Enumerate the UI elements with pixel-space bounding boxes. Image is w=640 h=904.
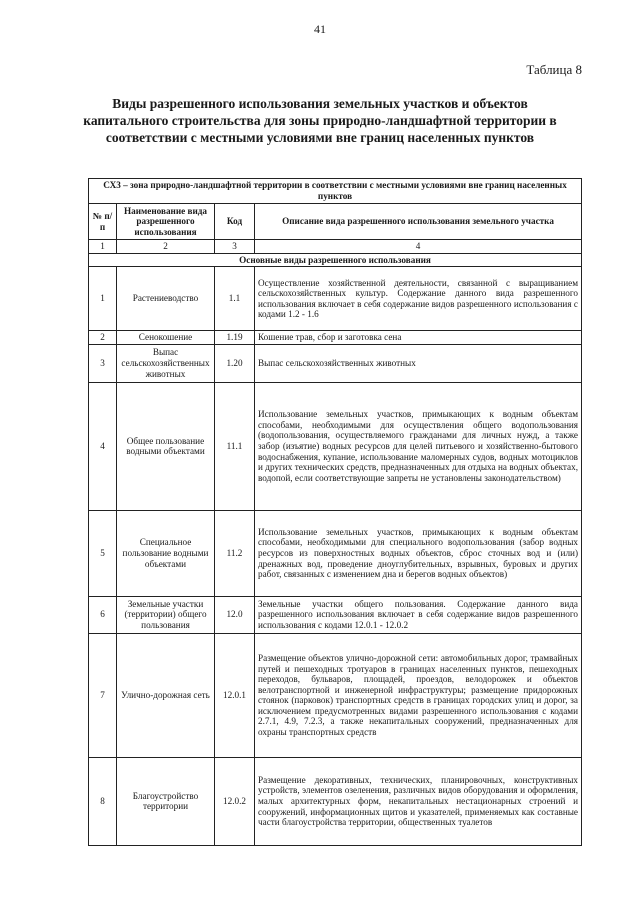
- table-row: [89, 331, 582, 345]
- row-description: Выпас сельскохозяйственных животных: [255, 344, 582, 382]
- row-name: Специальное пользование водными объектами: [117, 510, 215, 596]
- row-num: 4: [89, 382, 117, 510]
- row-description: Размещение объектов улично-дорожной сети: автомобильных дорог, трамвайных путей и пешеходных тротуаров в границах населенных пунктов, пешеходных переходов, бульваров, площадей, проездов, велодорожек и объектов велотранспортной и инженерной инфраструктуры; размещение придорожных стоянок (парковок) транспортных средств в границах городских улиц и дорог, за исключением предусмотренных видами разрешенного использования с кодами 2.7.1, 4.9, 7.2.3, а также некапитальных сооружений, предназначенных для охраны транспортных средств: [255, 633, 582, 757]
- row-description: Осуществление хозяйственной деятельности, связанной с выращиванием сельскохозяйственных культур. Содержание данного вида разрешенного использования включает в себя содержание видов разрешенного использования с кодами 1.2 - 1.6: [255, 267, 582, 331]
- row-name: Земельные участки (территории) общего пользования: [117, 596, 215, 633]
- table-row: [89, 382, 582, 510]
- row-num: 7: [89, 633, 117, 757]
- row-description: Использование земельных участков, примыкающих к водным объектам способами, необходимыми для специального водопользования (забор водных ресурсов из поверхностных водных объектов, сброс сточных вод и (или) дренажных вод, проведение дноуглубительных, взрывных, буровых и других работ, связанных с изменением дна и берегов водных объектов): [255, 510, 582, 596]
- document-title: Виды разрешенного использования земельных участков и объектов капитального строительства для зоны природно-ландшафтной территории в соответствии с местными условиями вне границ населенных пунктов: [83, 96, 557, 145]
- row-code: 12.0.2: [215, 757, 255, 845]
- row-num: 2: [89, 331, 117, 345]
- row-code: 11.1: [215, 382, 255, 510]
- zone-header: СХ3 – зона природно-ландшафтной территории в соответствии с местными условиями вне границ населенных пунктов: [89, 179, 582, 204]
- row-code: 1.19: [215, 331, 255, 345]
- column-header-row: [89, 204, 582, 240]
- col-number-4: 4: [255, 240, 582, 254]
- row-code: 11.2: [215, 510, 255, 596]
- col-header-desc: Описание вида разрешенного использования земельного участка: [255, 204, 582, 240]
- row-num: 8: [89, 757, 117, 845]
- row-name: Благоустройство территории: [117, 757, 215, 845]
- row-num: 3: [89, 344, 117, 382]
- col-number-2: 2: [117, 240, 215, 254]
- row-num: 1: [89, 267, 117, 331]
- row-description: Кошение трав, сбор и заготовка сена: [255, 331, 582, 345]
- row-name: Общее пользование водными объектами: [117, 382, 215, 510]
- table-body: [89, 179, 582, 846]
- zone-header-row: [89, 179, 582, 204]
- row-code: 1.20: [215, 344, 255, 382]
- land-use-table: [88, 178, 582, 846]
- table-row: [89, 596, 582, 633]
- col-header-num: № п/п: [89, 204, 117, 240]
- col-number-1: 1: [89, 240, 117, 254]
- page-number: 41: [314, 22, 326, 36]
- row-num: 6: [89, 596, 117, 633]
- col-header-code: Код: [215, 204, 255, 240]
- section-title: Основные виды разрешенного использования: [89, 253, 582, 267]
- row-description: Размещение декоративных, технических, планировочных, конструктивных устройств, элементов озеленения, различных видов оборудования и оформления, малых архитектурных форм, некапитальных нестационарных строений и сооружений, информационных щитов и указателей, применяемых как составные части благоустройства территории, общественных туалетов: [255, 757, 582, 845]
- table-row: [89, 510, 582, 596]
- table-row: [89, 757, 582, 845]
- table-row: [89, 633, 582, 757]
- row-name: Выпас сельскохозяйственных животных: [117, 344, 215, 382]
- col-number-3: 3: [215, 240, 255, 254]
- table-row: [89, 267, 582, 331]
- row-code: 12.0.1: [215, 633, 255, 757]
- table-label: Таблица 8: [526, 62, 582, 77]
- row-name: Сенокошение: [117, 331, 215, 345]
- row-num: 5: [89, 510, 117, 596]
- row-name: Растениеводство: [117, 267, 215, 331]
- table-row: [89, 344, 582, 382]
- row-description: Земельные участки общего пользования. Содержание данного вида разрешенного использования включает в себя содержание видов разрешенного использования с кодами 12.0.1 - 12.0.2: [255, 596, 582, 633]
- row-description: Использование земельных участков, примыкающих к водным объектам способами, необходимыми для осуществления общего водопользования (водопользования, осуществляемого гражданами для личных нужд, а также забор (изъятие) водных ресурсов для целей питьевого и хозяйственно-бытового водоснабжения, купание, использование маломерных судов, водных мотоциклов и других технических средств, предназначенных для отдыха на водных объектах, водопой, если соответствующие запреты не установлены законодательством): [255, 382, 582, 510]
- section-row: [89, 253, 582, 267]
- row-code: 12.0: [215, 596, 255, 633]
- col-header-name: Наименование вида разрешенного использования: [117, 204, 215, 240]
- row-name: Улично-дорожная сеть: [117, 633, 215, 757]
- row-code: 1.1: [215, 267, 255, 331]
- column-number-row: [89, 240, 582, 254]
